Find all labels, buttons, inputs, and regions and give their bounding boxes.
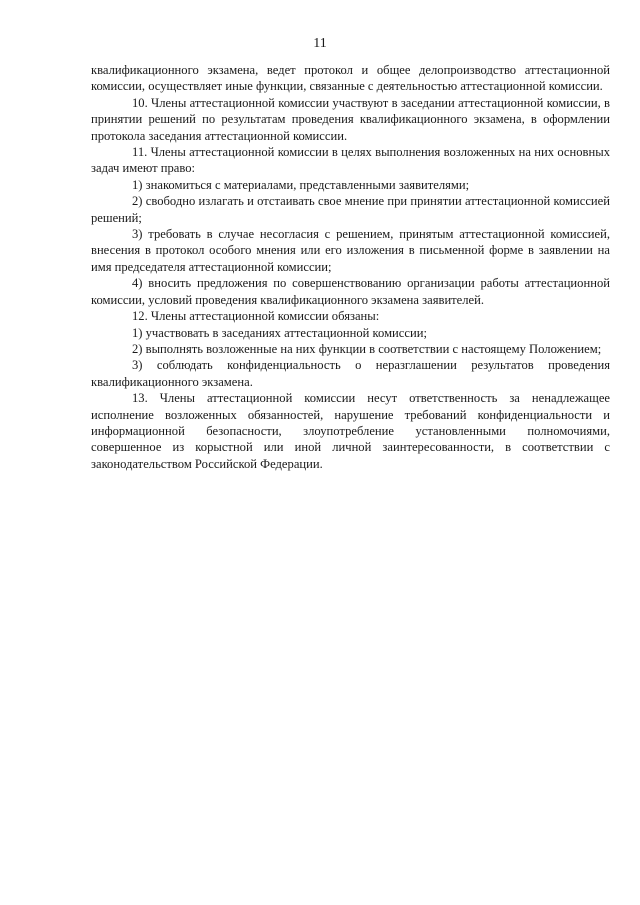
paragraph-11-item-2: 2) свободно излагать и отстаивать свое мнение при принятии аттестационной комиссией решений; bbox=[91, 194, 610, 225]
paragraph-11-item-3: 3) требовать в случае несогласия с решением, принятым аттестационной комиссией, внесения в протокол особого мнения или его изложения в письменной форме в заявлении на имя председателя аттестационной комиссии; bbox=[91, 227, 610, 274]
document-body bbox=[91, 62, 610, 472]
paragraph-10: 10. Члены аттестационной комиссии участвуют в заседании аттестационной комиссии, в принятии решений по результатам проведения квалификационного экзамена, в оформлении протокола заседания аттестационной комиссии. bbox=[91, 95, 610, 143]
paragraph-11-item-1: 1) знакомиться с материалами, представленными заявителями; bbox=[132, 177, 470, 192]
paragraph-11-item-4: 4) вносить предложения по совершенствованию организации работы аттестационной комиссии, условий проведения квалификационного экзамена заявителей. bbox=[91, 276, 610, 307]
paragraph-12-item-2: 2) выполнять возложенные на них функции в соответствии с настоящему Положением; bbox=[132, 341, 602, 356]
paragraph-11: 11. Члены аттестационной комиссии в целях выполнения возложенных на них основных задач имеют право: bbox=[91, 145, 610, 176]
paragraph-13: 13. Члены аттестационной комиссии несут ответственность за ненадлежащее исполнение возложенных обязанностей, нарушение требований конфиденциальности и информационной безопасности, злоупотребление установленными полномочиями, совершенное из корыстной или иной личной заинтересованности, в соответствии с законодательством Российской Федерации. bbox=[91, 391, 610, 471]
page-number: 11 bbox=[313, 36, 327, 51]
paragraph-continuation: квалификационного экзамена, ведет протокол и общее делопроизводство аттестационной комиссии, осуществляет иные функции, связанные с деятельностью аттестационной комиссии. bbox=[91, 63, 610, 94]
paragraph-12-item-1: 1) участвовать в заседаниях аттестационной комиссии; bbox=[132, 325, 427, 340]
paragraph-12-item-3: 3) соблюдать конфиденциальность о неразглашении результатов проведения квалификационного экзамена. bbox=[91, 358, 610, 389]
paragraph-12: 12. Члены аттестационной комиссии обязаны: bbox=[132, 309, 380, 324]
